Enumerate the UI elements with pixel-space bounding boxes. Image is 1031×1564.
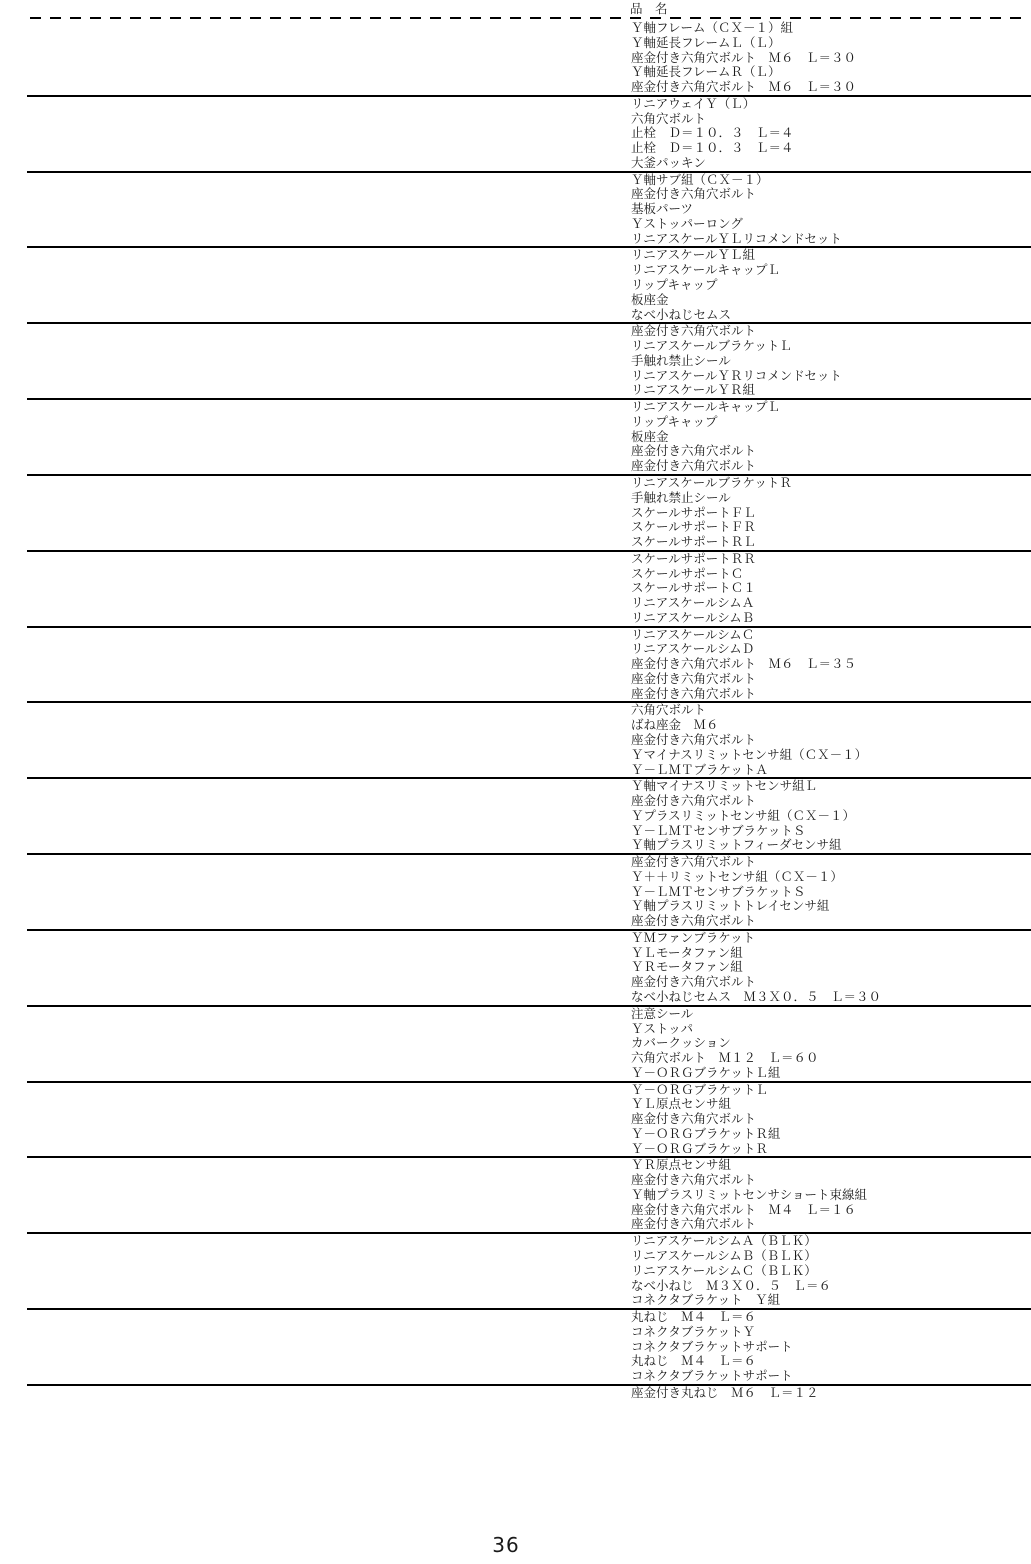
part-name-row: 座金付き六角穴ボルト <box>631 913 757 929</box>
parts-group <box>27 322 1031 398</box>
part-name-row: コネクタブラケットサポート <box>631 1338 793 1354</box>
parts-group <box>27 1384 1031 1401</box>
part-name-row: 座金付き六角穴ボルト Ｍ６ Ｌ＝３０ <box>631 49 857 65</box>
part-name-row: 丸ねじ Ｍ４ Ｌ＝６ <box>631 1353 757 1369</box>
parts-group <box>27 1308 1031 1384</box>
part-name-row: リニアスケールシムＣ <box>631 626 755 642</box>
parts-group <box>27 1232 1031 1308</box>
part-name-row: リニアスケールシムＡ（ＢＬＫ） <box>631 1233 817 1249</box>
part-name-row: リニアウェイＹ（Ｌ） <box>631 95 756 111</box>
part-name-row: Ｙ軸延長フレームＬ（Ｌ） <box>631 34 781 50</box>
part-name-row: リップキャップ <box>631 277 718 293</box>
part-name-row: ＹＬモータファン組 <box>631 944 743 960</box>
part-name-row: Ｙ－ＬＭＴセンサブラケットＳ <box>631 822 806 838</box>
part-name-row: 六角穴ボルト <box>631 110 707 126</box>
part-name-row: 板座金 <box>631 428 669 444</box>
parts-group <box>27 777 1031 853</box>
part-name-row: リニアスケールキャップＬ <box>631 399 781 415</box>
part-name-row: 座金付き六角穴ボルト <box>631 1216 757 1232</box>
part-name-row: 止栓 Ｄ＝１０．３ Ｌ＝４ <box>631 140 794 156</box>
part-name-row: リニアスケールブラケットＬ <box>631 338 792 354</box>
part-name-row: Ｙ－ＬＭＴブラケットＡ <box>631 761 768 777</box>
part-name-row: 手触れ禁止シール <box>631 489 731 505</box>
part-name-row: リニアスケールＹＬリコメンドセット <box>631 230 842 246</box>
part-name-row: 座金付き六角穴ボルト <box>631 670 757 686</box>
parts-group <box>27 701 1031 777</box>
part-name-row: Ｙ軸延長フレームＲ（Ｌ） <box>631 64 781 80</box>
part-name-row: Ｙストッパ <box>631 1020 694 1036</box>
part-name-row: 大釜パッキン <box>631 154 706 170</box>
parts-group <box>27 171 1031 247</box>
parts-group <box>27 853 1031 929</box>
part-name-row: 注意シール <box>631 1005 694 1021</box>
part-name-row: 座金付き六角穴ボルト <box>631 1111 757 1127</box>
part-name-row: リニアスケールキャップＬ <box>631 262 781 278</box>
part-name-row: ＹＭファンブラケット <box>631 929 756 945</box>
part-name-row: スケールサポートＲＲ <box>631 550 756 566</box>
part-name-row: Ｙ軸フレーム（ＣＸ－１）組 <box>631 20 794 35</box>
part-name-row: Ｙ軸マイナスリミットセンサ組Ｌ <box>631 778 818 794</box>
header-separator-dashed-line <box>30 17 1028 19</box>
parts-group <box>27 550 1031 626</box>
parts-group <box>27 626 1031 702</box>
part-name-row: 座金付き丸ねじ Ｍ６ Ｌ＝１２ <box>631 1384 819 1400</box>
part-name-row: コネクタブラケットＹ <box>631 1323 756 1339</box>
part-name-row: Ｙ－ＬＭＴセンサブラケットＳ <box>631 883 806 899</box>
part-name-row: Ｙ＋＋リミットセンサ組（ＣＸ－１） <box>631 868 843 884</box>
part-name-row: リニアスケールＹＲリコメンドセット <box>631 367 842 383</box>
part-name-row: Ｙ軸プラスリミットトレイセンサ組 <box>631 898 830 914</box>
part-name-row: 六角穴ボルト <box>631 702 707 718</box>
part-name-row: リニアスケールシムＡ <box>631 595 755 611</box>
part-name-row: スケールサポートＦＬ <box>631 504 756 520</box>
part-name-row: Ｙ－ＯＲＧブラケットＲ組 <box>631 1125 781 1141</box>
part-name-row: 座金付き六角穴ボルト Ｍ６ Ｌ＝３５ <box>631 656 857 672</box>
part-name-row: ばね座金 Ｍ６ <box>631 717 719 733</box>
parts-group <box>27 1005 1031 1081</box>
part-name-row: リップキャップ <box>631 413 718 429</box>
part-name-row: Ｙ軸プラスリミットセンサショート束線組 <box>631 1186 868 1202</box>
part-name-row: リニアスケールシムＣ（ＢＬＫ） <box>631 1262 817 1278</box>
part-name-row: 板座金 <box>631 291 669 307</box>
parts-group <box>27 474 1031 550</box>
part-name-row: Ｙ軸サブ組（ＣＸ－１） <box>631 171 769 187</box>
part-name-row: 座金付き六角穴ボルト <box>631 323 757 339</box>
part-name-row: リニアスケールＹＲ組 <box>631 382 756 398</box>
part-name-row: 座金付き六角穴ボルト <box>631 685 757 701</box>
part-name-row: 座金付き六角穴ボルト Ｍ６ Ｌ＝３０ <box>631 79 857 95</box>
part-name-row: ＹＬ原点センサ組 <box>631 1096 732 1112</box>
part-name-row: Ｙ軸プラスリミットフィーダセンサ組 <box>631 837 842 853</box>
part-name-row: Ｙ－ＯＲＧブラケットＲ <box>631 1140 768 1156</box>
part-name-row: 座金付き六角穴ボルト Ｍ４ Ｌ＝１６ <box>631 1201 857 1217</box>
part-name-row: 座金付き六角穴ボルト <box>631 458 757 474</box>
part-name-row: スケールサポートＦＲ <box>631 519 756 535</box>
part-name-row: スケールサポートＣ <box>631 565 744 581</box>
part-name-row: Ｙマイナスリミットセンサ組（ＣＸ－１） <box>631 746 868 762</box>
page-number: 36 <box>492 1533 520 1557</box>
parts-group <box>27 929 1031 1005</box>
part-name-row: 基板パーツ <box>631 201 694 217</box>
part-name-row: Ｙ－ＯＲＧブラケットＬ組 <box>631 1064 781 1080</box>
part-name-row: スケールサポートＣ１ <box>631 580 756 596</box>
part-name-row: リニアスケールシムＢ <box>631 609 755 625</box>
part-name-row: 六角穴ボルト Ｍ１２ Ｌ＝６０ <box>631 1050 819 1066</box>
part-name-row: 座金付き六角穴ボルト <box>631 974 757 990</box>
parts-group <box>27 95 1031 171</box>
part-name-row: 丸ねじ Ｍ４ Ｌ＝６ <box>631 1309 757 1325</box>
part-name-row: なべ小ねじ Ｍ３Ｘ０．５ Ｌ＝６ <box>631 1277 832 1293</box>
parts-group <box>27 1081 1031 1157</box>
part-name-row: ＹＲ原点センサ組 <box>631 1157 732 1173</box>
part-name-row: コネクタブラケット Ｙ組 <box>631 1292 781 1308</box>
part-name-row: 手触れ禁止シール <box>631 352 731 368</box>
part-name-row: リニアスケールシムＢ（ＢＬＫ） <box>631 1248 817 1264</box>
part-name-row: なべ小ねじセムス <box>631 306 732 322</box>
part-name-row: 座金付き六角穴ボルト <box>631 186 757 202</box>
part-name-row: 座金付き六角穴ボルト <box>631 793 757 809</box>
part-name-row: なべ小ねじセムス Ｍ３Ｘ０．５ Ｌ＝３０ <box>631 989 882 1004</box>
parts-group <box>27 21 1031 95</box>
part-name-row: リニアスケールＹＬ組 <box>631 247 756 263</box>
part-name-row: スケールサポートＲＬ <box>631 534 756 550</box>
part-name-row: Ｙ－ＯＲＧブラケットＬ <box>631 1081 768 1097</box>
part-name-row: リニアスケールシムＤ <box>631 641 755 657</box>
part-name-row: 座金付き六角穴ボルト <box>631 731 757 747</box>
parts-table <box>0 21 1031 1401</box>
column-header-part-name: 品 名 <box>630 1 668 16</box>
part-name-row: ＹＲモータファン組 <box>631 959 743 975</box>
part-name-row: コネクタブラケットサポート <box>631 1368 793 1384</box>
part-name-row: カバークッション <box>631 1035 731 1051</box>
part-name-row: Ｙプラスリミットセンサ組（ＣＸ－１） <box>631 807 856 823</box>
parts-group <box>27 1156 1031 1232</box>
part-name-row: リニアスケールブラケットＲ <box>631 474 792 490</box>
parts-group <box>27 398 1031 474</box>
parts-group <box>27 246 1031 322</box>
part-name-row: 座金付き六角穴ボルト <box>631 443 757 459</box>
part-name-row: 止栓 Ｄ＝１０．３ Ｌ＝４ <box>631 125 794 141</box>
part-name-row: 座金付き六角穴ボルト <box>631 1172 757 1188</box>
part-name-row: Ｙストッパーロング <box>631 215 743 231</box>
part-name-row: 座金付き六角穴ボルト <box>631 854 757 870</box>
